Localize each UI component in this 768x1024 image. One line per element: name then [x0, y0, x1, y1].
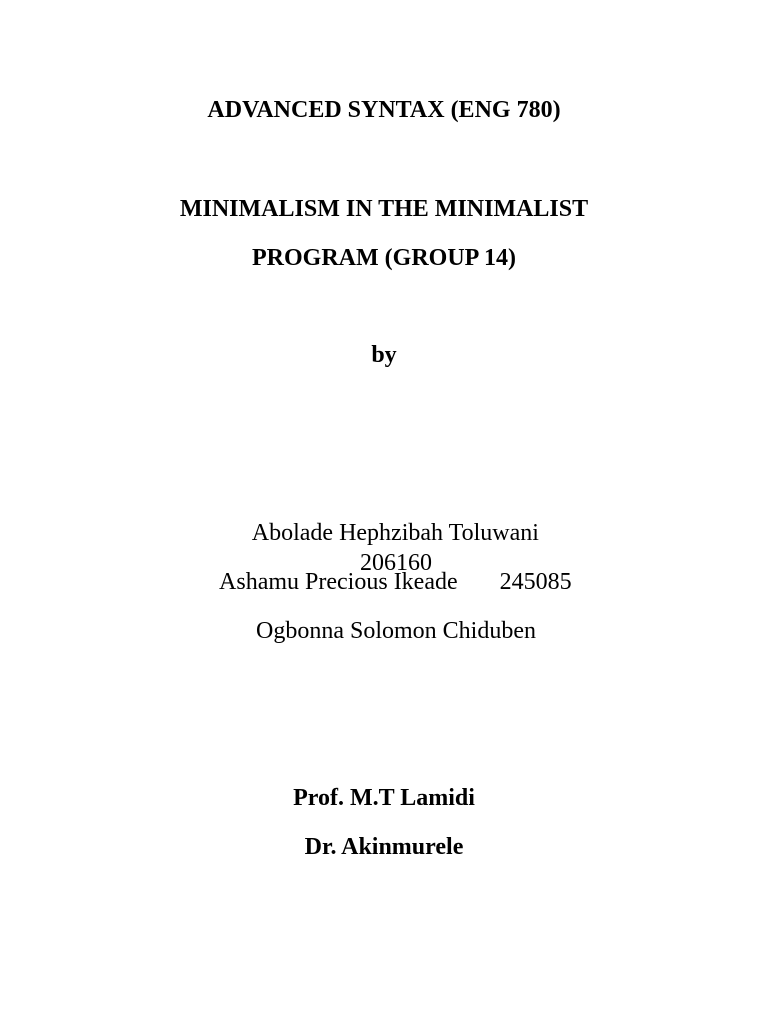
author-entry — [0, 586, 768, 676]
topic-title-line-2: PROGRAM (GROUP 14) — [252, 245, 516, 271]
author-name: Abolade Hephzibah Toluwani — [251, 520, 539, 546]
by-label: by — [371, 342, 397, 368]
author-name: Ashamu Precious Ikeade — [219, 569, 458, 595]
lecturer-name: Dr. Akinmurele — [304, 834, 464, 860]
author-name: Ogbonna Solomon Chiduben — [256, 618, 536, 644]
lecturer-name: Prof. M.T Lamidi — [293, 785, 475, 811]
topic-title-line-1: MINIMALISM IN THE MINIMALIST — [179, 196, 589, 222]
course-title: ADVANCED SYNTAX (ENG 780) — [207, 97, 561, 123]
author-id: 206160 — [360, 550, 432, 576]
author-id: 245085 — [499, 569, 572, 595]
